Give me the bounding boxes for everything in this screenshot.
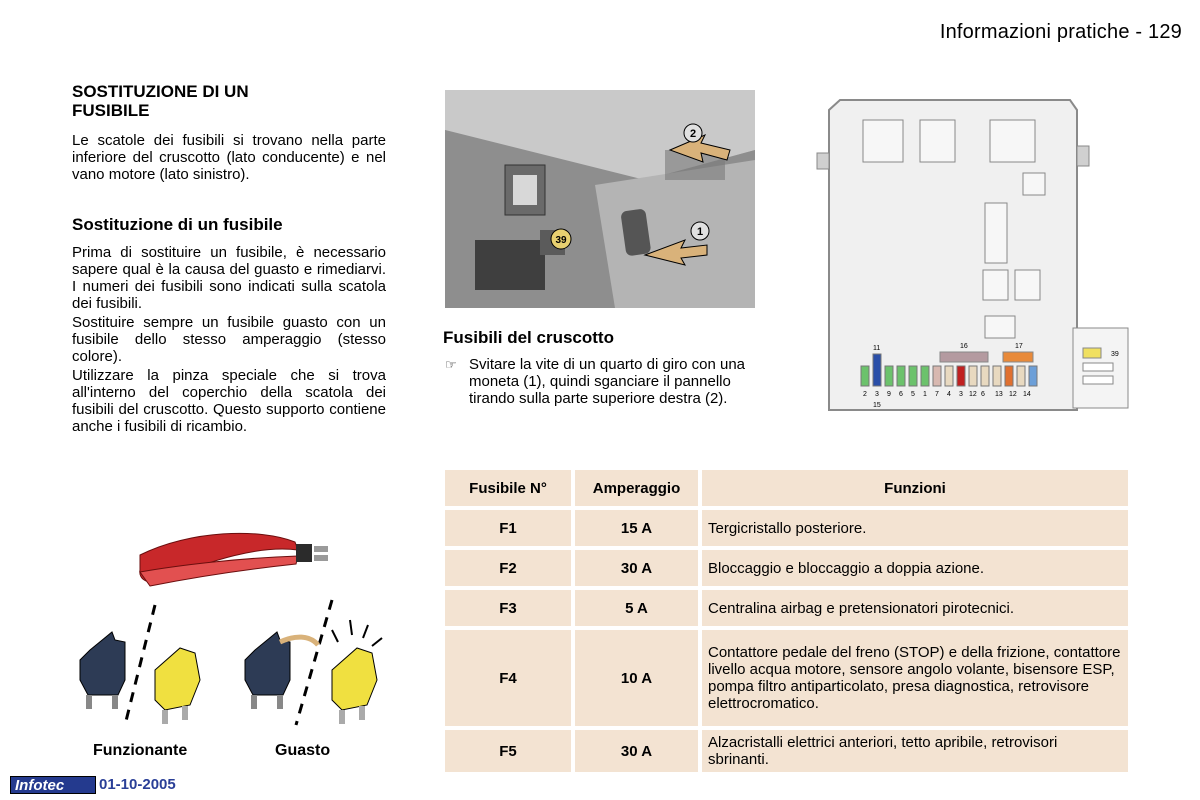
fusebox-label-11: 11 — [873, 345, 881, 352]
table-row — [445, 590, 1128, 626]
left-column — [72, 82, 386, 437]
instruction-text: Svitare la vite di un quarto di giro con una moneta (1), quindi sganciare il pannello tirando sulla parte superiore destra (2). — [469, 356, 745, 407]
fuse-amperage: 10 A — [575, 630, 698, 726]
section-title: SOSTITUZIONE DI UN FUSIBILE — [72, 82, 249, 120]
infotec-logo: Infotec — [10, 776, 96, 794]
table-row — [445, 630, 1128, 726]
svg-text:14: 14 — [1023, 391, 1031, 398]
intro-paragraph: Le scatole dei fusibili si trovano nella parte inferiore del cruscotto (lato conducente) e nel vano motore (lato sinistro). — [72, 132, 386, 183]
caption-blown: Guasto — [275, 742, 331, 759]
paragraph-3: Utilizzare la pinza speciale che si trova all'interno del coperchio della scatola dei fusibili del cruscotto. Questo supporto contiene anche i fusibili di ricambio. — [72, 367, 386, 435]
paragraph-2: Sostituire sempre un fusibile guasto con un fusibile dello stesso amperaggio (stesso colore). — [72, 314, 386, 365]
fuse-number: F1 — [445, 510, 571, 546]
svg-text:6: 6 — [899, 391, 903, 398]
hand-pointer-icon: ☞ — [445, 357, 457, 372]
fuse-amperage: 30 A — [575, 730, 698, 772]
table-row — [445, 510, 1128, 546]
dashboard-fuses-title: Fusibili del cruscotto — [443, 328, 614, 347]
fuse-amperage: 5 A — [575, 590, 698, 626]
svg-text:39: 39 — [555, 235, 567, 246]
fuse-amperage: 15 A — [575, 510, 698, 546]
callout-1 — [691, 222, 709, 240]
svg-text:6: 6 — [981, 391, 985, 398]
svg-text:15: 15 — [873, 402, 881, 409]
dashboard-fuse-panel-illustration — [445, 90, 755, 308]
table-row — [445, 550, 1128, 586]
fuse-function: Alzacristalli elettrici anteriori, tetto apribile, retrovisori sbrinanti. — [702, 730, 1128, 772]
svg-text:2: 2 — [689, 128, 697, 140]
fusebox-label-39: 39 — [1111, 351, 1119, 358]
fuse-box-diagram — [815, 98, 1130, 413]
fuse-amperage: 30 A — [575, 550, 698, 586]
fuse-number: F5 — [445, 730, 571, 772]
fuse-function: Bloccaggio e bloccaggio a doppia azione. — [702, 550, 1128, 586]
subsection-title: Sostituzione di un fusibile — [72, 215, 283, 234]
table-row — [445, 730, 1128, 772]
paragraph-1: Prima di sostituire un fusibile, è necessario sapere qual è la causa del guasto e rimediarvi. I numeri dei fusibili sono indicati sulla scatola dei fusibili. — [72, 244, 386, 312]
fuse-table — [441, 466, 1132, 776]
header-functions: Funzioni — [702, 470, 1128, 506]
blown-fuse-icon — [245, 620, 382, 724]
fusebox-label-17: 17 — [1015, 343, 1023, 350]
callout-2 — [684, 124, 702, 142]
pliers-icon — [140, 533, 328, 586]
svg-text:2: 2 — [863, 391, 867, 398]
dashboard-instruction — [443, 356, 759, 407]
table-header-row — [445, 470, 1128, 506]
fuse-number: F3 — [445, 590, 571, 626]
fuse-function: Centralina airbag e pretensionatori pirotecnici. — [702, 590, 1128, 626]
callout-39 — [551, 229, 571, 249]
fuse-number: F4 — [445, 630, 571, 726]
svg-text:5: 5 — [911, 391, 915, 398]
svg-text:1: 1 — [696, 226, 704, 238]
fuse-number: F2 — [445, 550, 571, 586]
svg-text:12: 12 — [1009, 391, 1017, 398]
fusebox-label-16: 16 — [960, 343, 968, 350]
svg-text:9: 9 — [887, 391, 891, 398]
page-header: Informazioni pratiche - 129 — [939, 21, 1182, 43]
svg-text:3: 3 — [875, 391, 879, 398]
fuse-function: Tergicristallo posteriore. — [702, 510, 1128, 546]
caption-working: Funzionante — [93, 742, 188, 759]
svg-text:3: 3 — [959, 391, 963, 398]
fuse-pliers-illustration — [70, 520, 390, 735]
svg-text:4: 4 — [947, 391, 951, 398]
svg-text:13: 13 — [995, 391, 1003, 398]
header-fuse-number: Fusibile N° — [445, 470, 571, 506]
svg-text:12: 12 — [969, 391, 977, 398]
footer-date: 01-10-2005 — [99, 776, 176, 793]
working-fuse-icon — [80, 632, 200, 724]
svg-text:1: 1 — [923, 391, 927, 398]
header-amperage: Amperaggio — [575, 470, 698, 506]
svg-text:7: 7 — [935, 391, 939, 398]
fuse-function: Contattore pedale del freno (STOP) e della frizione, contattore livello acqua motore, sensore angolo volante, bisensore ESP, pompa filtro antiparticolato, presa diagnostica, retrovisore elettrocromatico. — [702, 630, 1128, 726]
